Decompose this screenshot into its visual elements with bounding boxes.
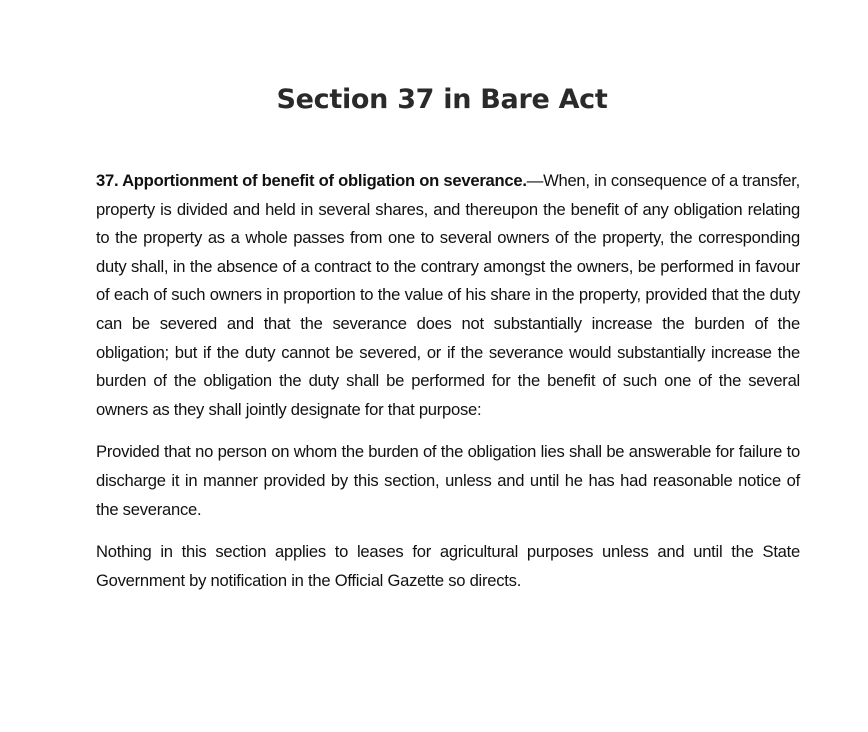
em-dash: — — [526, 171, 544, 190]
section-body: When, in consequence of a transfer, property is divided and held in several shares, and thereupon the benefit of any obligation relating to the property as a whole passes from one to several owners of the property, the corresponding duty shall, in the absence of a contract to the contrary amongst the owners, be performed in favour of each of such owners in proportion to the value of his share in the property, provided that the duty can be severed and that the severance does not substantially increase the burden of the obligation; but if the duty cannot be severed, or if the severance would substantially increase the burden of the obligation the duty shall be performed for the benefit of such one of the several owners as they shall jointly designate for that purpose: — [96, 171, 800, 419]
section-paragraph — [96, 167, 800, 424]
section-heading: 37. Apportionment of benefit of obligation on severance. — [96, 171, 527, 190]
note-paragraph: Nothing in this section applies to leases for agricultural purposes unless and until the State Government by notification in the Official Gazette so directs. — [96, 542, 800, 590]
proviso-paragraph: Provided that no person on whom the burden of the obligation lies shall be answerable for failure to discharge it in manner provided by this section, unless and until he has had reasonable notice of the severance. — [96, 442, 800, 519]
page-title: Section 37 in Bare Act — [276, 84, 608, 115]
section-content — [96, 167, 800, 609]
